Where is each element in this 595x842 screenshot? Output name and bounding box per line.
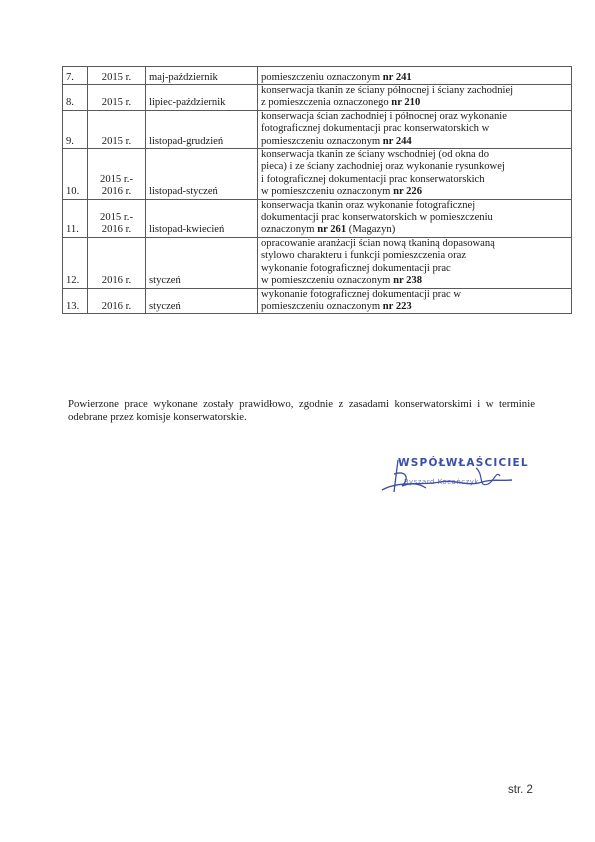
table-row [63, 85, 572, 111]
row-year [88, 199, 146, 237]
year-line: 2016 r. [101, 186, 132, 198]
room-number: nr 238 [393, 275, 423, 287]
description-line: konserwacja tkanin ze ściany wschodniej (od okna do [261, 149, 489, 161]
row-year [88, 110, 146, 148]
row-number: 9. [63, 110, 88, 148]
year-line: 2015 r. [101, 135, 132, 147]
year-line: 2015 r. [101, 97, 132, 109]
description-line: wykonanie fotograficznej dokumentacji prac w [261, 288, 462, 300]
table-row [63, 149, 572, 200]
closing-statement: Powierzone prace wykonane zostały prawidłowo, zgodnie z zasadami konserwatorskimi i w terminie odebrane przez komisje konserwatorskie. [68, 397, 535, 424]
description-line: oznaczonym [261, 224, 318, 236]
room-number: nr 223 [382, 300, 412, 312]
row-period: styczeń [146, 288, 258, 314]
row-description [258, 199, 572, 237]
row-year [88, 149, 146, 200]
row-description [258, 67, 572, 85]
row-description [258, 110, 572, 148]
description-line: w pomieszczeniu oznaczonym [261, 275, 394, 287]
room-number: nr 226 [393, 186, 423, 198]
room-number: nr 241 [382, 71, 412, 83]
description-line: stylowo charakteru i funkcji pomieszczenia oraz [261, 250, 467, 262]
page-number: str. 2 [508, 784, 533, 796]
row-period: lipiec-październik [146, 85, 258, 111]
row-description [258, 149, 572, 200]
handwritten-signature-icon [380, 452, 520, 502]
description-line: konserwacja ścian zachodniej i północnej oraz wykonanie [261, 110, 507, 122]
description-line: fotograficznej dokumentacji prac konserwatorskich w [261, 123, 490, 135]
row-number: 8. [63, 85, 88, 111]
description-line: pomieszczeniu oznaczonym [261, 135, 383, 147]
description-line: pomieszczeniu oznaczonym [261, 71, 383, 83]
stamp-title: WSPÓŁWŁAŚCICIEL [398, 457, 529, 469]
room-number: nr 244 [382, 135, 412, 147]
row-period: listopad-kwiecień [146, 199, 258, 237]
description-line: konserwacja tkanin ze ściany północnej i ściany zachodniej [261, 85, 514, 96]
row-period: styczeń [146, 237, 258, 288]
row-number: 12. [63, 237, 88, 288]
conservation-works-table [62, 66, 572, 314]
room-note: (Magazyn) [346, 224, 396, 236]
table-row [63, 199, 572, 237]
row-year [88, 85, 146, 111]
row-description [258, 237, 572, 288]
year-line: 2016 r. [101, 275, 132, 287]
description-line: dokumentacji prac konserwatorskich w pomieszczeniu [261, 212, 493, 224]
row-number: 11. [63, 199, 88, 237]
year-line: 2015 r. [101, 71, 132, 83]
row-year [88, 288, 146, 314]
row-number: 10. [63, 149, 88, 200]
table-row [63, 110, 572, 148]
room-number: nr 210 [391, 97, 421, 109]
description-line: opracowanie aranżacji ścian nową tkaniną dopasowaną [261, 237, 495, 249]
table-row [63, 67, 572, 85]
room-number: nr 261 [317, 224, 347, 236]
row-period: maj-październik [146, 67, 258, 85]
row-year [88, 67, 146, 85]
description-line: i fotograficznej dokumentacji prac konserwatorskich [261, 173, 485, 185]
description-line: konserwacja tkanin oraz wykonanie fotograficznej [261, 199, 476, 211]
year-line: 2016 r. [101, 224, 132, 236]
description-line: z pomieszczenia oznaczonego [261, 97, 392, 109]
row-description [258, 85, 572, 111]
row-description [258, 288, 572, 314]
description-line: w pomieszczeniu oznaczonym [261, 186, 394, 198]
row-number: 13. [63, 288, 88, 314]
description-line: pomieszczeniu oznaczonym [261, 300, 383, 312]
year-line: 2016 r. [101, 300, 132, 312]
row-period: listopad-styczeń [146, 149, 258, 200]
row-period: listopad-grudzień [146, 110, 258, 148]
table-body [63, 67, 572, 314]
row-year [88, 237, 146, 288]
row-number: 7. [63, 67, 88, 85]
year-line: 2015 r.- [100, 173, 133, 185]
description-line: wykonanie fotograficznej dokumentacji prac [261, 262, 451, 274]
year-line: 2015 r.- [100, 212, 133, 224]
table-row [63, 237, 572, 288]
signature-stamp [380, 452, 529, 502]
description-line: pieca) i ze ściany zachodniej oraz wykonanie rysunkowej [261, 161, 505, 173]
table-row [63, 288, 572, 314]
stamp-name: Ryszard Kocańczyk [404, 478, 479, 486]
